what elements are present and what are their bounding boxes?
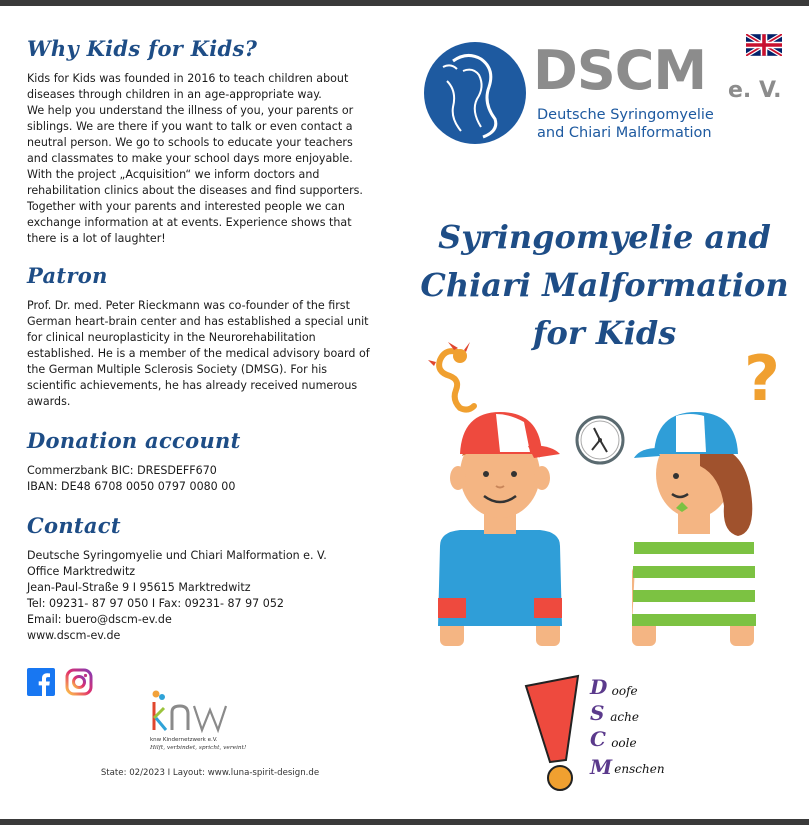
why-text: Kids for Kids was founded in 2016 to teach children about diseases through children in an age-appropriate way. We help you understand the illness of you, your parents or siblings. We are there if you want to talk or even contact a neutral person. We go to schools to educate your teachers and classmates to make your school days more enjoyable. With the project „Acquisition“ we inform doctors and rehabilitation clinics about the diseases and find supporters. Together with your parents and interested people we can exchange information at at events. Experience shows that there is a lot of laughter! xyxy=(27,72,363,245)
doofe-sache-words xyxy=(602,678,665,782)
clock-icon xyxy=(577,417,623,463)
coole-initial: C xyxy=(590,727,606,751)
word-coole-rest: oole xyxy=(611,736,637,750)
word-menschen-rest: enschen xyxy=(614,762,665,776)
facebook-icon[interactable] xyxy=(27,668,55,696)
dscm-logo-ev: e. V. xyxy=(728,78,782,103)
donation-title: Donation account xyxy=(27,428,241,453)
word-menschen xyxy=(602,756,665,782)
donation-text: Commerzbank BIC: DRESDEFF670 IBAN: DE48 6708 0050 0797 0080 00 xyxy=(27,464,236,493)
uk-flag-icon[interactable] xyxy=(746,34,782,56)
knw-mark xyxy=(148,688,258,738)
title-line-1: Syringomyelie and xyxy=(438,218,771,256)
social-links xyxy=(27,668,93,696)
instagram-icon[interactable] xyxy=(65,668,93,696)
knw-logo xyxy=(148,688,258,758)
menschen-initial: M xyxy=(590,755,613,779)
contact-text: Deutsche Syringomyelie und Chiari Malformation e. V. Office Marktredwitz Jean-Paul-Straße 9 I 95615 Marktredwitz Tel: 09231- 87 97 050 I Fax: 09231- 87 97 052 Email: buero@dscm-ev.de www.dscm-ev.de xyxy=(27,549,327,642)
why-title: Why Kids for Kids? xyxy=(27,36,258,61)
knw-tagline: Hilft, verbindet, spricht, vereint! xyxy=(150,745,247,751)
left-column xyxy=(27,36,372,644)
boy-illustration xyxy=(438,412,562,646)
doofe-initial: D xyxy=(590,675,608,699)
title-line-3: for Kids xyxy=(532,314,677,352)
dscm-logo-subtitle xyxy=(537,106,714,142)
question-mark-icon: ? xyxy=(744,342,780,415)
sache-initial: S xyxy=(590,701,605,725)
doofe-sache-logo xyxy=(520,668,700,798)
footer-credits: State: 02/2023 I Layout: www.luna-spirit-design.de xyxy=(100,768,320,778)
dscm-logo-icon xyxy=(423,41,527,145)
word-sache xyxy=(602,704,665,730)
patron-title: Patron xyxy=(27,263,108,288)
flyer-page xyxy=(0,6,809,819)
dragon-icon xyxy=(428,342,474,410)
word-doofe-rest: oofe xyxy=(611,684,638,698)
patron-text: Prof. Dr. med. Peter Rieckmann was co-founder of the first German heart-brain center and has established a special unit for clinical neuroplasticity in the Neurorehabilitation established. He is a member of the medical advisory board of the German Multiple Sclerosis Society (DMSG). For his scientific achievements, he has already received numerous awards. xyxy=(27,299,370,408)
logo-sub-line-1: Deutsche Syringomyelie xyxy=(537,107,714,123)
word-doofe xyxy=(602,678,665,704)
knw-name: knw Kindernetzwerk e.V. xyxy=(150,737,218,743)
logo-sub-line-2: and Chiari Malformation xyxy=(537,125,712,141)
title-line-2: Chiari Malformation xyxy=(420,266,789,304)
contact-title: Contact xyxy=(27,513,121,538)
word-sache-rest: ache xyxy=(610,710,639,724)
right-column xyxy=(400,6,809,819)
dscm-logo-text: DSCM xyxy=(533,39,707,102)
word-coole xyxy=(602,730,665,756)
kids-illustration xyxy=(400,336,809,666)
girl-illustration xyxy=(632,412,756,646)
